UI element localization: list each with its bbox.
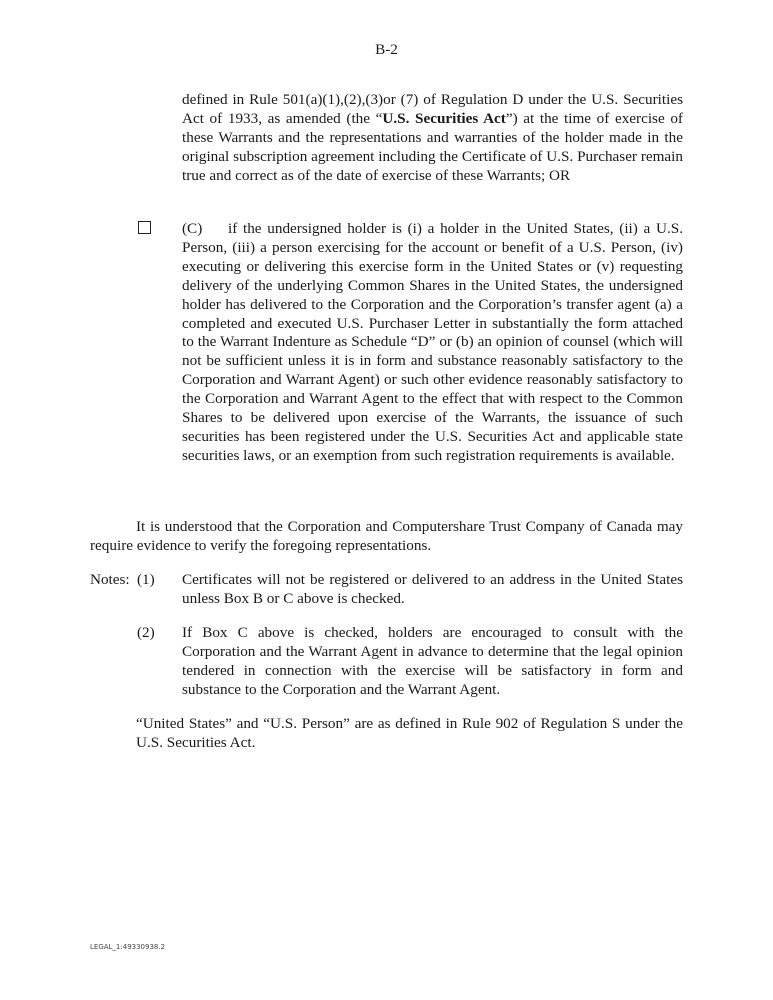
note-1-text: Certificates will not be registered or delivered to an address in the United States unless Box B or C above is checked. [182, 571, 683, 607]
understood-paragraph: It is understood that the Corporation and Computershare Trust Company of Canada may require evidence to verify the foregoing representations. [90, 518, 683, 554]
footer-document-id: LEGAL_1:49330938.2 [90, 943, 166, 951]
option-c-label: (C) [182, 220, 203, 237]
definitions-paragraph: “United States” and “U.S. Person” are as defined in Rule 902 of Regulation S under the U.S. Securities Act. [136, 715, 683, 751]
option-c-paragraph [182, 220, 683, 466]
page-number: B-2 [375, 41, 398, 58]
option-c-text: if the undersigned holder is (i) a holder in the United States, (ii) a U.S. Person, (iii) a person exercising for the account or benefit of a U.S. Person, (iv) executing or delivering this exercise form in the United States or (v) requesting delivery of the underlying Common Shares in the United States, the undersigned holder has delivered to the Corporation and the Corporation’s transfer agent (a) a completed and executed U.S. Purchaser Letter in substantially the form attached to the Warrant Indenture as Schedule “D” or (b) an opinion of counsel (which will not be sufficient unless it is in form and substance reasonably satisfactory to the Corporation and Warrant Agent) or such other evidence reasonably satisfactory to the Corporation and Warrant Agent to the effect that with respect to the Common Shares to be delivered upon exercise of the Warrants, the issuance of such securities has been registered under the U.S. Securities Act and applicable state securities laws, or an exemption from such registration requirements is available. [182, 220, 683, 464]
note-2-number: (2) [137, 624, 155, 641]
note-1-number: (1) [137, 571, 155, 588]
para-top-text-2: ”) at the time of exercise of these Warrants and the representations and warranties of the holder made in the original subscription agreement including the Certificate of U.S. Purchaser remain true and correct as of the date of exercise of these Warrants; OR [182, 109, 683, 184]
para-top-text-1: defined in Rule 501(a)(1),(2),(3)or (7) of Regulation D under the U.S. Securities Act of 1933, as amended (the “ [182, 91, 683, 127]
option-c-checkbox[interactable] [138, 221, 151, 234]
notes-label: Notes: [90, 571, 130, 588]
note-2-text: If Box C above is checked, holders are encouraged to consult with the Corporation and the Warrant Agent in advance to determine that the legal opinion tendered in connection with the exercise will be satisfactory in form and substance to the Corporation and the Warrant Agent. [182, 624, 683, 698]
defined-term-securities-act: U.S. Securities Act [382, 109, 506, 127]
accredited-investor-paragraph [182, 91, 683, 186]
